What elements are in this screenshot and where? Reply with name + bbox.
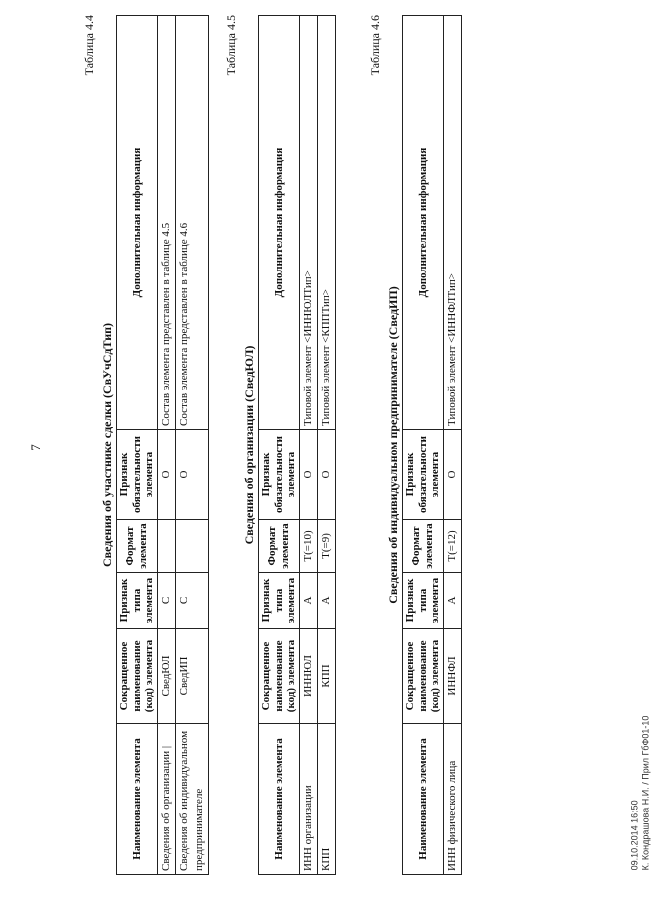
table-row (317, 16, 335, 875)
cell-format: Т(=12) (443, 520, 461, 573)
column-header-info: Дополнительная информация (403, 16, 444, 430)
cell-format (175, 520, 208, 573)
table-header-row (403, 16, 444, 875)
column-header-type: Признак типа элемента (117, 573, 158, 629)
cell-code: СведИП (175, 629, 208, 724)
column-header-name: Наименование элемента (403, 724, 444, 875)
data-table (402, 15, 462, 875)
column-header-required: Признак обязательности элемента (117, 430, 158, 520)
table-title: Сведения об индивидуальном предпринимателе (СведИП) (386, 286, 400, 604)
column-header-code: Сокращенное наименование (код) элемента (403, 629, 444, 724)
cell-type: С (175, 573, 208, 629)
footer-timestamp: 09.10.2014 16:50 (629, 800, 640, 871)
table-block-4-6 (366, 15, 462, 875)
cell-code: КПП (317, 629, 335, 724)
cell-code: ИННЮЛ (299, 629, 317, 724)
data-table (258, 15, 336, 875)
cell-info: Типовой элемент <ИННФЛТип> (443, 16, 461, 430)
column-header-type: Признак типа элемента (259, 573, 300, 629)
table-row (299, 16, 317, 875)
table-row (443, 16, 461, 875)
column-header-required: Признак обязательности элемента (259, 430, 300, 520)
cell-info: Состав элемента представлен в таблице 4.5 (157, 16, 175, 430)
table-number-label: Таблица 4.5 (224, 15, 238, 76)
cell-required: О (299, 430, 317, 520)
print-footer (629, 716, 651, 871)
cell-type: А (443, 573, 461, 629)
column-header-required: Признак обязательности элемента (403, 430, 444, 520)
column-header-name: Наименование элемента (117, 724, 158, 875)
cell-type: С (157, 573, 175, 629)
cell-format (157, 520, 175, 573)
table-block-4-5 (222, 15, 336, 875)
table-number-label: Таблица 4.6 (368, 15, 382, 76)
cell-type: А (317, 573, 335, 629)
cell-name: Сведения об организации | (157, 724, 175, 875)
table-row (157, 16, 175, 875)
cell-code: СведЮЛ (157, 629, 175, 724)
table-row (175, 16, 208, 875)
column-header-type: Признак типа элемента (403, 573, 444, 629)
cell-required: О (317, 430, 335, 520)
cell-info: Типовой элемент <ИННЮЛТип> (299, 16, 317, 430)
column-header-info: Дополнительная информация (259, 16, 300, 430)
cell-code: ИННФЛ (443, 629, 461, 724)
cell-name: КПП (317, 724, 335, 875)
page-number: 7 (27, 444, 43, 451)
cell-required: О (175, 430, 208, 520)
table-header-row (259, 16, 300, 875)
table-block-4-4 (80, 15, 209, 875)
cell-format: Т(=10) (299, 520, 317, 573)
column-header-format: Формат элемента (403, 520, 444, 573)
cell-info: Типовой элемент <КППТип> (317, 16, 335, 430)
cell-required: О (157, 430, 175, 520)
table-title: Сведения об участнике сделки (СвУчСдТип) (100, 322, 114, 568)
table-title: Сведения об организации (СведЮЛ) (242, 345, 256, 545)
cell-format: Т(=9) (317, 520, 335, 573)
column-header-name: Наименование элемента (259, 724, 300, 875)
column-header-format: Формат элемента (117, 520, 158, 573)
table-header-row (117, 16, 158, 875)
table-number-label: Таблица 4.4 (82, 15, 96, 76)
cell-name: ИНН физического лица (443, 724, 461, 875)
cell-name: Сведения об индивидуальном предпринимателе (175, 724, 208, 875)
column-header-format: Формат элемента (259, 520, 300, 573)
column-header-code: Сокращенное наименование (код) элемента (259, 629, 300, 724)
cell-required: О (443, 430, 461, 520)
column-header-code: Сокращенное наименование (код) элемента (117, 629, 158, 724)
cell-info: Состав элемента представлен в таблице 4.6 (175, 16, 208, 430)
data-table (116, 15, 209, 875)
cell-type: А (299, 573, 317, 629)
cell-name: ИНН организации (299, 724, 317, 875)
column-header-info: Дополнительная информация (117, 16, 158, 430)
footer-document-ref: К. Кондрашова Н.И. / Прил ГбФ01-10 (640, 715, 651, 871)
